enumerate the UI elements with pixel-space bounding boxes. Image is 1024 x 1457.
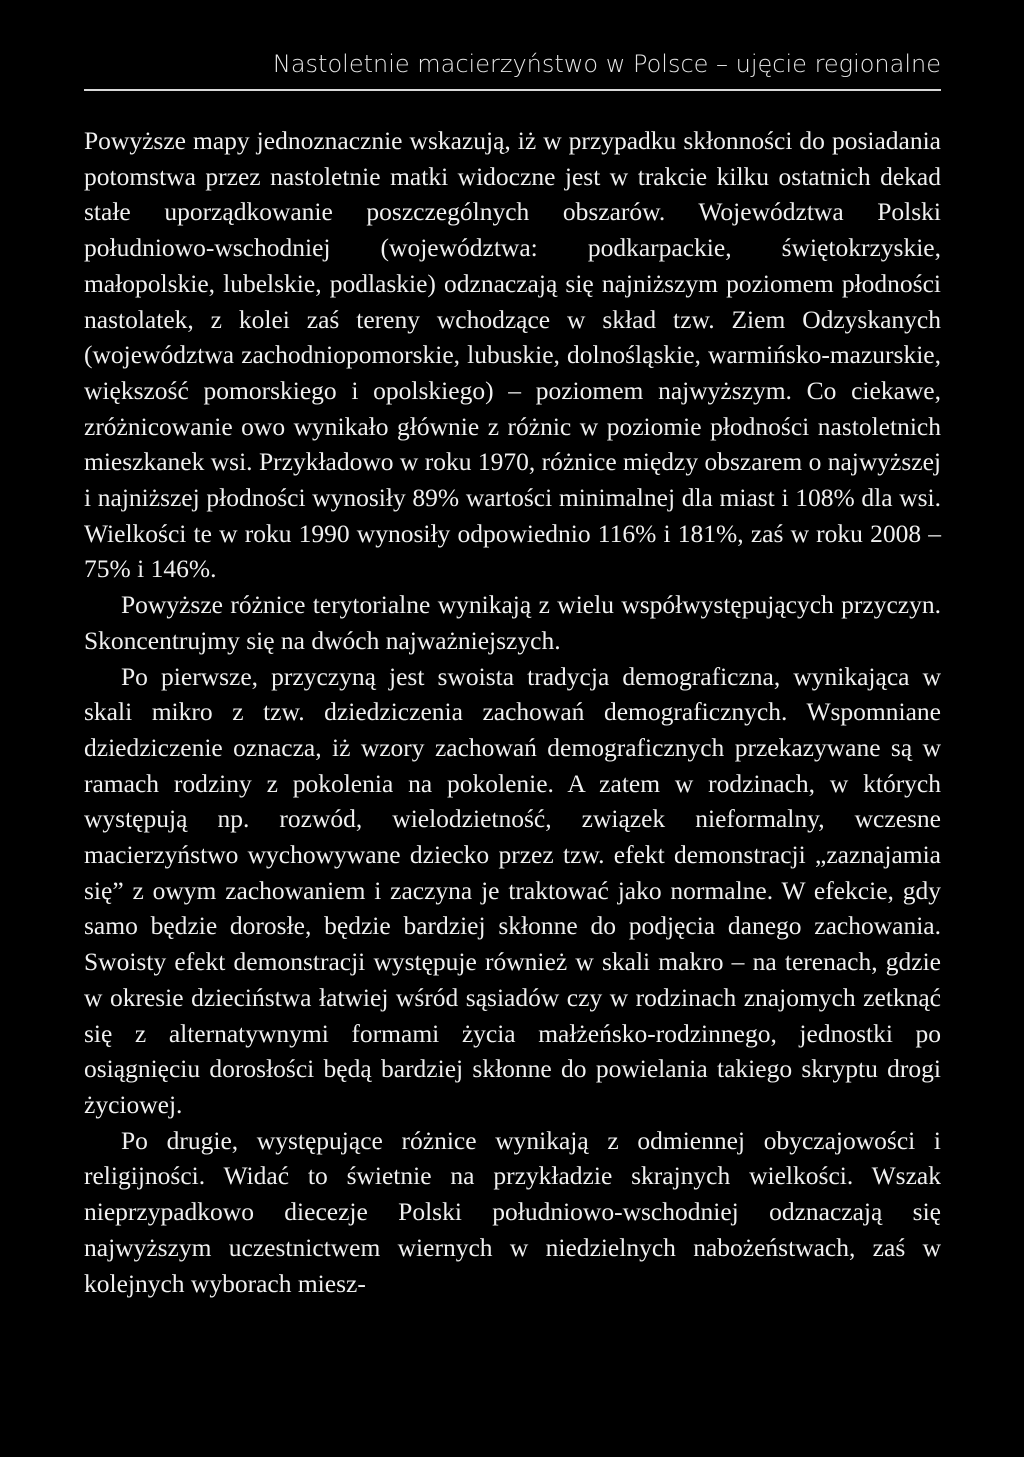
running-header: Nastoletnie macierzyństwo w Polsce – ujęcie regionalne — [272, 50, 941, 78]
body-text — [84, 123, 941, 1301]
paragraph-4: Po drugie, występujące różnice wynikają z odmiennej obyczajowości i religijności. Widać to świetnie na przykładzie skrajnych wielkości. Wszak nieprzypadkowo diecezje Polski południowo-wschodniej odznaczają się najwyższym uczestnictwem wiernych w niedzielnych nabożeństwach, zaś w kolejnych wyborach miesz- — [84, 1125, 941, 1298]
paragraph-1: Powyższe mapy jednoznacznie wskazują, iż w przypadku skłonności do posiadania potomstwa przez nastoletnie matki widoczne jest w trakcie kilku ostatnich dekad stałe uporządkowanie poszczególnych obszarów. Województwa Polski południowo-wschodniej (województwa: podkarpackie, świętokrzyskie, małopolskie, lubelskie, podlaskie) odznaczają się najniższym poziomem płodności nastolatek, z kolei zaś tereny wchodzące w skład tzw. Ziem Odzyskanych (województwa zachodniopomorskie, lubuskie, dolnośląskie, warmińsko-mazurskie, większość pomorskiego i opolskiego) – poziomem najwyższym. Co ciekawe, zróżnicowanie owo wynikało głównie z różnic w poziomie płodności nastoletnich mieszkanek wsi. Przykładowo w roku 1970, różnice między obszarem o najwyższej i najniższej płodności wynosiły 89% wartości minimalnej dla miast i 108% dla wsi. Wielkości te w roku 1990 wynosiły odpowiednio 116% i 181%, zaś w roku 2008 – 75% i 146%. — [84, 126, 941, 584]
header-rule — [84, 89, 941, 91]
paragraph-3: Po pierwsze, przyczyną jest swoista tradycja demograficzna, wynikająca w skali mikro z tzw. dziedziczenia zachowań demograficznych. Wspomniane dziedziczenie oznacza, iż wzory zachowań demograficznych przekazywane są w ramach rodziny z pokolenia na pokolenie. A zatem w rodzinach, w których występują np. rozwód, wielodzietność, związek nieformalny, wczesne macierzyństwo wychowywane dziecko przez tzw. efekt demonstracji „zaznajamia się” z owym zachowaniem i zaczyna je traktować jako normalne. W efekcie, gdy samo będzie dorosłe, będzie bardziej skłonne do podjęcia danego zachowania. Swoisty efekt demonstracji występuje również w skali makro – na terenach, gdzie w okresie dzieciństwa łatwiej wśród sąsiadów czy w rodzinach znajomych zetknąć się z alternatywnymi formami życia małżeńsko-rodzinnego, jednostki po osiągnięciu dorosłości będą bardziej skłonne do powielania takiego skryptu drogi życiowej. — [84, 661, 941, 1119]
paragraph-2: Powyższe różnice terytorialne wynikają z wielu współwystępujących przyczyn. Skoncentrujmy się na dwóch najważniejszych. — [84, 590, 941, 655]
